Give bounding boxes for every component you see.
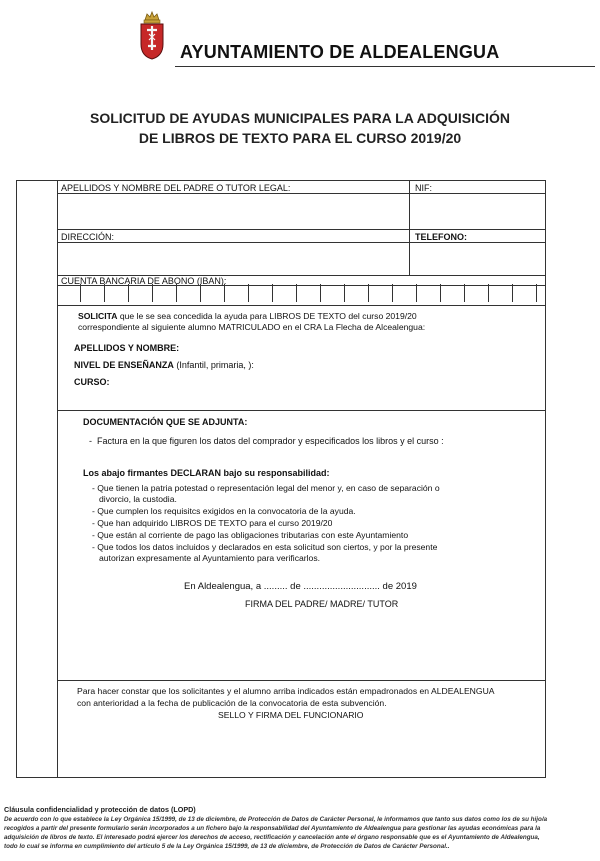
lopd-line-3: adquisición de libros de texto. El interesado podrá ejercer los derechos de acceso, rectificación y cancelación ante el órgano responsable que es el Ayuntamiento de Aldealengua,	[4, 834, 540, 841]
form-frame	[16, 180, 546, 778]
coat-of-arms-logo	[137, 10, 167, 60]
declaran-item-5b: autorizan expresamente al Ayuntamiento para verificarlos.	[99, 553, 321, 563]
declaran-item-5a: - Que todos los datos incluidos y declarados en esta solicitud son ciertos, y por la presente	[92, 542, 438, 552]
documentacion-item: - Factura en la que figuren los datos del comprador y especificados los libros y el curso :	[89, 436, 444, 446]
curso-label: CURSO:	[74, 377, 110, 387]
apellidos-tutor-label: APELLIDOS Y NOMBRE DEL PADRE O TUTOR LEGAL:	[61, 183, 291, 193]
iban-digit-box[interactable]	[321, 284, 345, 302]
telefono-field[interactable]	[410, 243, 544, 274]
declaran-item-2: - Que cumplen los requisitcs exigidos en la convocatoria de la ayuda.	[92, 506, 356, 516]
iban-digit-box[interactable]	[153, 284, 177, 302]
iban-digit-box[interactable]	[465, 284, 489, 302]
iban-digit-box[interactable]	[249, 284, 273, 302]
solicita-keyword: SOLICITA	[78, 311, 118, 321]
document-title-line-2: DE LIBROS DE TEXTO PARA EL CURSO 2019/20	[138, 130, 462, 146]
iban-digit-box[interactable]	[345, 284, 369, 302]
declaran-item-4: - Que están al corriente de pago las obligaciones tributarias con este Ayuntamiento	[92, 530, 409, 540]
iban-digit-box[interactable]	[129, 284, 153, 302]
iban-digit-box[interactable]	[369, 284, 393, 302]
sello-funcionario-area[interactable]	[58, 723, 545, 777]
iban-label: CUENTA BANCARIA DE ABONO (IBAN):	[61, 276, 227, 286]
lopd-heading: Cláusula confidencialidad y protección de datos (LOPD)	[4, 805, 196, 814]
solicita-line-1	[78, 311, 522, 322]
declaran-heading: Los abajo firmantes DECLARAN bajo su responsabilidad:	[83, 468, 330, 478]
funcionario-line-1: Para hacer constar que los solicitantes y el alumno arriba indicados están empadronados en ALDEALENGUA	[77, 686, 495, 696]
direccion-field[interactable]	[58, 243, 408, 274]
header-rule	[175, 66, 595, 67]
organization-name: AYUNTAMIENTO DE ALDEALENGUA	[180, 42, 500, 62]
firma-padre-area[interactable]	[58, 613, 545, 679]
place-date-line: En Aldealengua, a ......... de ............................. de 2019	[184, 581, 417, 592]
iban-digit-box[interactable]	[273, 284, 297, 302]
nif-field[interactable]	[410, 194, 544, 229]
firma-padre-label: FIRMA DEL PADRE/ MADRE/ TUTOR	[245, 599, 399, 609]
declaran-item-3: - Que han adquirido LIBROS DE TEXTO para el curso 2019/20	[92, 518, 333, 528]
document-title-line-1: SOLICITUD DE AYUDAS MUNICIPALES PARA LA ADQUISICIÓN	[89, 110, 511, 126]
apellidos-tutor-field[interactable]	[58, 194, 408, 229]
direccion-label: DIRECCIÓN:	[61, 232, 115, 242]
iban-digit-box[interactable]	[513, 284, 537, 302]
iban-digit-box[interactable]	[225, 284, 249, 302]
nivel-ensenanza-label: NIVEL DE ENSEÑANZA	[74, 360, 174, 370]
declaran-item-1a: - Que tienen la patria potestad o representación legal del menor y, en caso de separación o	[92, 483, 440, 493]
nivel-ensenanza-line	[74, 360, 254, 370]
nivel-ensenanza-hint: (Infantil, primaria, ):	[176, 360, 254, 370]
sello-funcionario-label: SELLO Y FIRMA DEL FUNCIONARIO	[218, 710, 364, 720]
documentacion-item-text: Factura en la que figuren los datos del comprador y especificados los libros y el curso :	[97, 436, 444, 446]
funcionario-line-2: con anterioridad a la fecha de publicación de la convocatoria de esta subvención.	[77, 698, 387, 708]
iban-digit-box[interactable]	[489, 284, 513, 302]
documentacion-heading: DOCUMENTACIÓN QUE SE ADJUNTA:	[83, 417, 248, 427]
iban-digit-box[interactable]	[441, 284, 465, 302]
iban-digit-box[interactable]	[177, 284, 201, 302]
iban-digit-box[interactable]	[417, 284, 441, 302]
nif-label: NIF:	[415, 183, 432, 193]
lopd-line-4: todo lo cual se informa en cumplimiento del artículo 5 de la Ley Orgánica 15/1999, de 13 de diciembre, de Protección de Datos de Carácter Personal..	[4, 843, 450, 850]
iban-digit-box[interactable]	[57, 284, 81, 302]
alumno-nombre-label: APELLIDOS Y NOMBRE:	[74, 343, 180, 353]
iban-digit-box[interactable]	[393, 284, 417, 302]
solicita-line-2: correspondiente al siguiente alumno MATRICULADO en el CRA La Flecha de Alcealengua:	[78, 322, 426, 332]
iban-digit-box[interactable]	[201, 284, 225, 302]
lopd-line-2: recogidos a partir del presente formulario serán incorporados a un fichero bajo la responsabilidad del Ayuntamiento de Aldealengua para gestionar las ayudas económicas para la	[4, 825, 541, 832]
iban-digit-box[interactable]	[105, 284, 129, 302]
telefono-label: TELEFONO:	[415, 232, 467, 242]
solicita-text: que le se sea concedida la ayuda para LIBROS DE TEXTO del curso 2019/20	[119, 311, 417, 321]
lopd-line-1: De acuerdo con lo que establece la Ley Orgánica 15/1999, de 13 de diciembre, de Protección de Datos de Carácter Personal, le informamos que tanto sus datos como los de su hijo/a	[4, 816, 548, 823]
iban-digit-box[interactable]	[81, 284, 105, 302]
iban-digit-box[interactable]	[297, 284, 321, 302]
declaran-item-1b: divorcio, la custodia.	[99, 494, 177, 504]
